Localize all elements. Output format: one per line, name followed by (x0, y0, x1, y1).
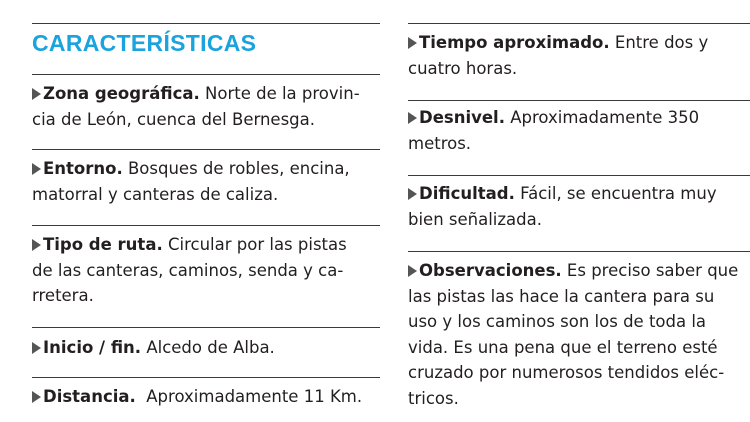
section-heading: CARACTERÍSTICAS (32, 30, 257, 56)
entry-text-line: Circular por las pistas (162, 235, 347, 254)
triangle-bullet-icon (408, 265, 417, 277)
entry-text-line: cuatro horas. (408, 58, 518, 78)
entry-label: Desnivel. (419, 108, 505, 127)
entry-label: Dificultad. (419, 184, 515, 203)
entry-text-line: bien señalizada. (408, 209, 542, 229)
entry-tiempo-aproximado (408, 30, 750, 81)
entry-desnivel (408, 105, 750, 156)
entry-text-line: rretera. (32, 286, 94, 305)
triangle-bullet-icon (32, 88, 41, 100)
entry-label: Entorno. (43, 159, 123, 178)
entry-text-line: Bosques de robles, encina, (122, 159, 350, 178)
entry-label: Tiempo aproximado. (419, 33, 610, 52)
entry-text-line: cia de León, cuenca del Bernesga. (32, 109, 315, 129)
entry-text-line: matorral y canteras de caliza. (32, 184, 279, 204)
entry-text-line: Aproximadamente 11 Km. (135, 387, 363, 406)
divider (408, 100, 750, 101)
entry-text-line: Entre dos y (609, 33, 709, 52)
entry-text-line: Alcedo de Alba. (141, 338, 275, 357)
triangle-bullet-icon (32, 239, 41, 251)
entry-text-line: Fácil, se encuentra muy (514, 184, 717, 203)
entry-entorno (32, 156, 380, 207)
entry-text-line: uso y los caminos son los de toda la (408, 312, 707, 331)
triangle-bullet-icon (32, 391, 41, 403)
entry-text-line: vida. Es una pena que el terreno esté (408, 337, 718, 357)
entry-text-line: de las canteras, caminos, senda y ca- (32, 260, 344, 280)
entry-text-line: cruzado por numerosos tendidos eléc- (408, 363, 725, 382)
entry-inicio-fin (32, 335, 380, 361)
entry-text-line: Aproximadamente 350 (504, 108, 700, 127)
divider (32, 74, 380, 75)
entry-zona-geografica (32, 81, 380, 132)
divider (32, 23, 380, 24)
entry-text-line: Es preciso saber que (561, 261, 739, 280)
triangle-bullet-icon (408, 188, 417, 200)
divider (408, 251, 750, 252)
entry-observaciones (408, 258, 750, 411)
entry-tipo-de-ruta (32, 232, 380, 309)
triangle-bullet-icon (408, 112, 417, 124)
entry-text-line: tricos. (408, 388, 459, 408)
divider (32, 149, 380, 150)
entry-text-line: metros. (408, 133, 472, 153)
entry-dificultad (408, 181, 750, 232)
triangle-bullet-icon (32, 342, 41, 354)
entry-text-line: las pistas las hace la cantera para su (408, 286, 715, 306)
divider (32, 327, 380, 328)
entry-label: Zona geográfica. (43, 84, 200, 103)
divider (32, 225, 380, 226)
entry-distancia (32, 384, 380, 410)
entry-text-line: Norte de la provin- (199, 84, 360, 103)
divider (408, 23, 750, 24)
entry-label: Tipo de ruta. (43, 235, 163, 254)
entry-label: Inicio / fin. (43, 338, 142, 357)
divider (408, 175, 750, 176)
divider (32, 377, 380, 378)
triangle-bullet-icon (32, 163, 41, 175)
entry-label: Distancia. (43, 387, 136, 406)
triangle-bullet-icon (408, 37, 417, 49)
entry-label: Observaciones. (419, 261, 562, 280)
